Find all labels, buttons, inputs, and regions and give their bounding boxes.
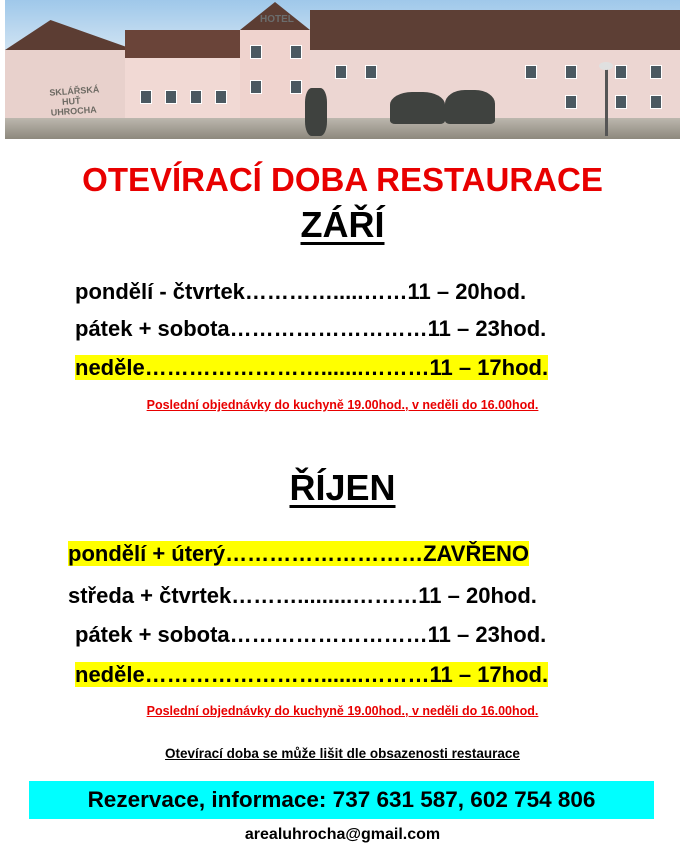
kitchen-last-order-note: Poslední objednávky do kuchyně 19.00hod., v neděli do 16.00hod. — [146, 398, 539, 412]
hours-row-highlighted — [75, 353, 548, 383]
window — [250, 80, 262, 94]
middle-building-roof — [125, 30, 255, 58]
opening-hours-disclaimer: Otevírací doba se může lišit dle obsazenosti restaurace — [165, 746, 520, 761]
contact-email[interactable]: arealuhrocha@gmail.com — [244, 826, 441, 843]
window — [290, 45, 302, 59]
page-title: OTEVÍRACÍ DOBA RESTAURACE — [82, 161, 603, 198]
sign-line-1: SKLÁŘSKÁ — [49, 84, 100, 98]
window — [165, 90, 177, 104]
glassworks-sign — [49, 84, 101, 117]
hours-row-text: neděle…………………….......………11 – 17hod. — [75, 662, 549, 687]
window — [190, 90, 202, 104]
window — [650, 95, 662, 109]
kitchen-last-order-note: Poslední objednávky do kuchyně 19.00hod., v neděli do 16.00hod. — [146, 704, 539, 718]
hotel-banner-photo — [5, 0, 680, 139]
hours-row — [75, 277, 526, 307]
window — [365, 65, 377, 79]
window — [565, 95, 577, 109]
hours-row-text: pondělí - čtvrtek………….....……11 – 20hod. — [75, 279, 527, 304]
banner-ground — [5, 118, 680, 139]
hippo-statue — [445, 90, 495, 124]
contact-banner — [29, 781, 654, 819]
sign-line-2: HUŤ — [61, 95, 81, 107]
reservation-contact: Rezervace, informace: 737 631 587, 602 754 806 — [87, 787, 596, 812]
right-building-wall — [310, 50, 680, 120]
hours-row — [75, 314, 546, 344]
window — [615, 95, 627, 109]
window — [650, 65, 662, 79]
hours-row-text: pondělí + úterý………………………ZAVŘENO — [68, 541, 530, 566]
hotel-sign: HOTEL — [260, 14, 294, 25]
hours-row-text: středa + čtvrtek……….........………11 – 20hod. — [68, 583, 537, 608]
hippo-statue — [390, 92, 445, 124]
hours-row-text: pátek + sobota………………………11 – 23hod. — [75, 316, 547, 341]
hours-row-text: pátek + sobota………………………11 – 23hod. — [75, 622, 547, 647]
window — [525, 65, 537, 79]
hours-row-highlighted — [68, 539, 529, 569]
street-lamp-head — [599, 62, 613, 70]
sign-line-3: UHROCHA — [50, 104, 97, 118]
month-heading-october: ŘÍJEN — [289, 467, 396, 508]
window — [215, 90, 227, 104]
hours-row — [68, 581, 537, 611]
hours-row-highlighted — [75, 660, 548, 690]
window — [250, 45, 262, 59]
window — [615, 65, 627, 79]
street-lamp — [605, 66, 608, 136]
hours-row — [75, 620, 546, 650]
right-building-roof — [310, 10, 680, 50]
middle-building-wall — [125, 58, 255, 120]
hours-row-text: neděle…………………….......………11 – 17hod. — [75, 355, 549, 380]
window — [335, 65, 347, 79]
window — [565, 65, 577, 79]
hotel-tower-wall — [240, 30, 310, 120]
window — [290, 80, 302, 94]
month-heading-september: ZÁŘÍ — [300, 204, 385, 245]
window — [140, 90, 152, 104]
figure-statue — [305, 88, 327, 136]
